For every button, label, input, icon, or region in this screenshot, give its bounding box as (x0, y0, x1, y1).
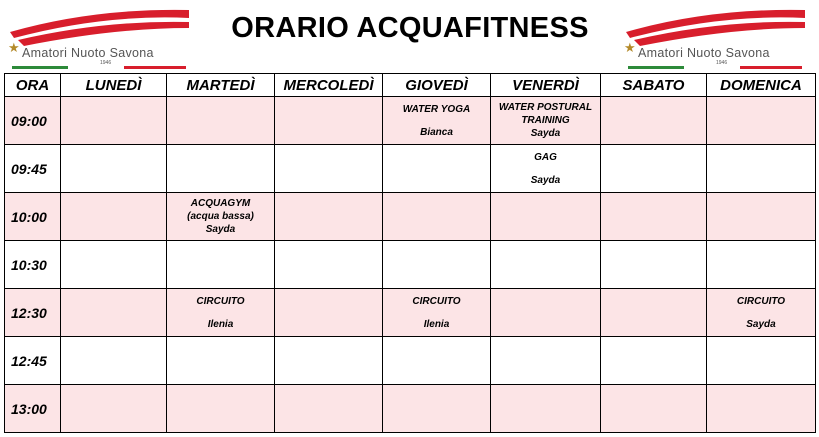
table-row (5, 97, 816, 145)
star-icon: ★ (624, 40, 636, 55)
schedule-cell (275, 193, 383, 241)
logo-year: 1946 (716, 60, 728, 66)
logo-swoosh-icon (620, 6, 810, 70)
schedule-cell (707, 337, 816, 385)
logo-name: Amatori Nuoto Savona (638, 46, 770, 60)
activity-text (275, 193, 382, 240)
column-header: ORA (5, 74, 61, 97)
page-title: ORARIO ACQUAFITNESS (231, 12, 589, 44)
activity-text (167, 241, 274, 288)
activity-text (491, 289, 600, 336)
club-logo-left (4, 6, 194, 70)
schedule-cell (491, 241, 601, 289)
schedule-cell (275, 385, 383, 433)
schedule-cell (707, 97, 816, 145)
schedule-cell (61, 97, 167, 145)
activity-text (61, 193, 166, 240)
activity-text (383, 145, 490, 192)
table-row (5, 385, 816, 433)
schedule-cell (383, 97, 491, 145)
schedule-cell (601, 145, 707, 193)
schedule-cell (601, 289, 707, 337)
schedule-cell (601, 241, 707, 289)
schedule-cell (167, 241, 275, 289)
activity-text (167, 337, 274, 384)
activity-text (707, 385, 815, 432)
schedule-cell (61, 145, 167, 193)
schedule-cell (491, 385, 601, 433)
activity-text: ACQUAGYM (acqua bassa) Sayda (187, 198, 254, 235)
schedule-cell (61, 193, 167, 241)
schedule-cell (383, 385, 491, 433)
activity-text (383, 385, 490, 432)
schedule-cell (707, 241, 816, 289)
activity-text (275, 385, 382, 432)
time-cell: 12:30 (5, 289, 61, 337)
schedule-cell (383, 337, 491, 385)
activity-text (491, 241, 600, 288)
schedule-cell (275, 145, 383, 193)
schedule-cell (707, 193, 816, 241)
schedule-cell (707, 385, 816, 433)
activity-text (167, 97, 274, 144)
schedule-cell (491, 97, 601, 145)
schedule-cell (601, 337, 707, 385)
schedule-cell (167, 193, 275, 241)
schedule-cell (275, 241, 383, 289)
table-row (5, 289, 816, 337)
schedule-cell (275, 289, 383, 337)
table-row (5, 241, 816, 289)
activity-text: WATER YOGA Bianca (402, 103, 471, 138)
activity-text: CIRCUITO Ilenia (196, 295, 245, 330)
activity-text (275, 97, 382, 144)
schedule-cell (601, 385, 707, 433)
star-icon: ★ (8, 40, 20, 55)
schedule-cell (167, 145, 275, 193)
activity-text (61, 385, 166, 432)
schedule-cell (61, 385, 167, 433)
activity-text (491, 385, 600, 432)
schedule-cell (61, 337, 167, 385)
column-header: VENERDÌ (491, 74, 601, 97)
activity-text (61, 337, 166, 384)
schedule-cell (383, 289, 491, 337)
activity-text (491, 337, 600, 384)
column-header: MARTEDÌ (167, 74, 275, 97)
logo-name: Amatori Nuoto Savona (22, 46, 154, 60)
schedule-cell (601, 97, 707, 145)
schedule-cell (491, 289, 601, 337)
schedule-cell (491, 145, 601, 193)
logo-year: 1946 (100, 60, 112, 66)
schedule-cell (275, 97, 383, 145)
schedule-cell (167, 289, 275, 337)
time-cell: 12:45 (5, 337, 61, 385)
header (0, 0, 819, 73)
activity-text (275, 337, 382, 384)
time-cell: 09:45 (5, 145, 61, 193)
activity-text (707, 97, 815, 144)
activity-text (61, 289, 166, 336)
activity-text: CIRCUITO Ilenia (412, 295, 461, 330)
activity-text (601, 193, 706, 240)
schedule-cell (383, 241, 491, 289)
activity-text (707, 241, 815, 288)
activity-text (601, 385, 706, 432)
table-row (5, 145, 816, 193)
schedule-cell (167, 337, 275, 385)
schedule-cell (383, 193, 491, 241)
schedule-cell (167, 97, 275, 145)
activity-text (383, 337, 490, 384)
activity-text (383, 241, 490, 288)
activity-text (167, 145, 274, 192)
activity-text: CIRCUITO Sayda (736, 295, 786, 330)
header-row (5, 74, 816, 97)
time-cell: 09:00 (5, 97, 61, 145)
activity-text: WATER POSTURAL TRAINING Sayda (498, 102, 593, 139)
activity-text: GAG Sayda (530, 151, 561, 186)
table-row (5, 337, 816, 385)
activity-text (707, 145, 815, 192)
activity-text (61, 241, 166, 288)
activity-text (61, 145, 166, 192)
activity-text (601, 241, 706, 288)
activity-text (707, 337, 815, 384)
time-cell: 10:00 (5, 193, 61, 241)
column-header: LUNEDÌ (61, 74, 167, 97)
column-header: MERCOLEDÌ (275, 74, 383, 97)
schedule-cell (275, 337, 383, 385)
club-logo-right (620, 6, 810, 70)
schedule-cell (61, 289, 167, 337)
table-row (5, 193, 816, 241)
time-cell: 10:30 (5, 241, 61, 289)
activity-text (167, 385, 274, 432)
activity-text (275, 241, 382, 288)
activity-text (601, 289, 706, 336)
activity-text (601, 97, 706, 144)
logo-swoosh-icon (4, 6, 194, 70)
schedule-cell (601, 193, 707, 241)
schedule-cell (383, 145, 491, 193)
column-header: GIOVEDÌ (383, 74, 491, 97)
schedule-cell (167, 385, 275, 433)
activity-text (383, 193, 490, 240)
schedule-cell (707, 145, 816, 193)
activity-text (707, 193, 815, 240)
activity-text (491, 193, 600, 240)
activity-text (61, 97, 166, 144)
activity-text (275, 145, 382, 192)
column-header: SABATO (601, 74, 707, 97)
schedule-table (4, 73, 816, 433)
schedule-cell (491, 193, 601, 241)
schedule-cell (491, 337, 601, 385)
schedule-cell (707, 289, 816, 337)
time-cell: 13:00 (5, 385, 61, 433)
activity-text (601, 337, 706, 384)
activity-text (601, 145, 706, 192)
schedule-cell (61, 241, 167, 289)
column-header: DOMENICA (707, 74, 816, 97)
activity-text (275, 289, 382, 336)
